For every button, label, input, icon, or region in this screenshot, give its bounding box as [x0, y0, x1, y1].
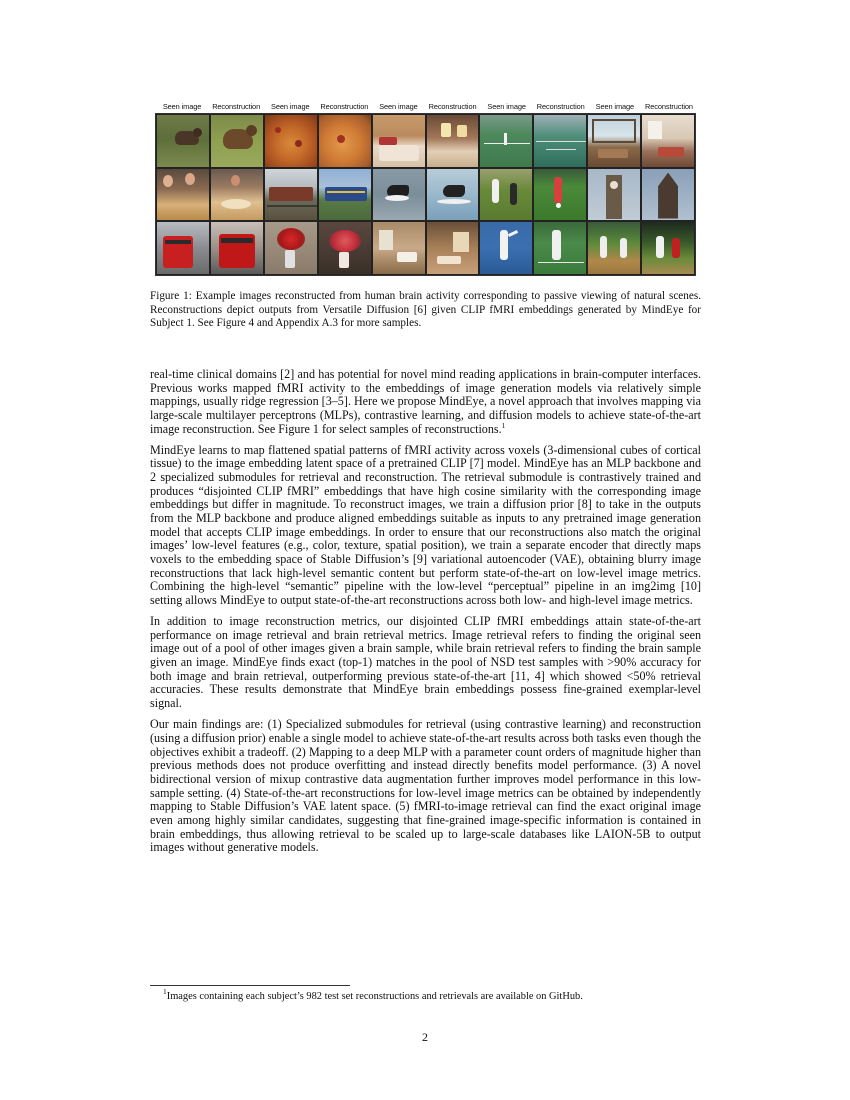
bird-reconstruction-image — [426, 168, 480, 222]
red-double-decker-bus-image — [156, 221, 210, 275]
column-header: Seen image — [595, 102, 635, 111]
baseball-players-image — [587, 221, 641, 275]
living-room-window-image — [587, 114, 641, 168]
train-reconstruction-image — [318, 168, 372, 222]
hotel-bed-image — [372, 114, 426, 168]
pizza-reconstruction-image — [318, 114, 372, 168]
footnote — [163, 987, 723, 1003]
column-header: Reconstruction — [536, 102, 585, 111]
bathroom-image — [372, 221, 426, 275]
bear-on-grass-image — [156, 114, 210, 168]
flowers-in-vase-image — [264, 221, 318, 275]
soccer-players-image — [479, 168, 533, 222]
pizza-image — [264, 114, 318, 168]
soccer-reconstruction-image — [533, 168, 587, 222]
red-bus-reconstruction-image — [210, 221, 264, 275]
column-header: Seen image — [379, 102, 418, 111]
footnote-number: 1 — [163, 987, 167, 996]
footnote-divider — [150, 985, 350, 986]
figure-1 — [155, 101, 696, 276]
flowers-reconstruction-image — [318, 221, 372, 275]
food-table-reconstruction-image — [210, 168, 264, 222]
footnote-text: Images containing each subject’s 982 test set reconstructions and retrievals are available on GitHub. — [166, 991, 583, 1002]
figure-column-headers — [155, 101, 696, 113]
body-text — [150, 368, 701, 862]
page-number: 2 — [422, 1030, 428, 1044]
column-header: Reconstruction — [428, 102, 477, 111]
column-header: Seen image — [271, 102, 310, 111]
bird-on-water-image — [372, 168, 426, 222]
baseball-reconstruction-image — [641, 221, 695, 275]
column-header: Seen image — [487, 102, 526, 111]
train-on-tracks-image — [264, 168, 318, 222]
bathroom-reconstruction-image — [426, 221, 480, 275]
column-header: Seen image — [162, 102, 202, 111]
footnote-marker[interactable]: 1 — [501, 420, 506, 430]
paragraph — [150, 368, 701, 436]
tennis-player-image — [479, 221, 533, 275]
figure-caption: Figure 1: Example images reconstructed from human brain activity corresponding to passive viewing of natural scenes. Reconstructions depict outputs from Versatile Diffusion [6] given CLIP fMRI embeddings generated by MindEye for Subject 1. See Figure 4 and Appendix A.3 for more samples. — [150, 290, 701, 330]
paragraph-text: real-time clinical domains [2] and has potential for novel mind reading applications in brain-computer interfaces. Previous works mapped fMRI activity to the embeddings of image generation models via relatively simple mappings, usually ridge regression [3–5]. Here we propose MindEye, a novel approach that involves mapping via large-scale multilayer perceptrons (MLPs), contrastive learning, and diffusion models to achieve state-of-the-art image reconstruction. See Figure 1 for select samples of reconstructions. — [150, 367, 701, 436]
tennis-player-reconstruction-image — [533, 221, 587, 275]
paragraph: Our main findings are: (1) Specialized submodules for retrieval (using contrastive learning) and reconstruction (using a diffusion prior) enable a single model to achieve state-of-the-art results across both tasks even though the objectives exhibit a tradeoff. (2) Mapping to a deep MLP with a parameter count orders of magnitude higher than previous methods does not produce overfitting and instead directly benefits model performance. (3) A novel bidirectional version of mixup contrastive data augmentation further improves model performance in this low-sample setting. (4) State-of-the-art reconstructions for low-level image metrics can be obtained by independently mapping to Stable Diffusion’s VAE latent space. (5) fMRI-to-image retrieval can find the exact original image even among highly similar candidates, suggesting that fine-grained image-specific information is contained in brain embeddings, thus allowing retrieval to be scaled up to large-scale databases like LAION-5B to output images without generative models. — [150, 717, 701, 855]
paragraph: MindEye learns to map flattened spatial patterns of fMRI activity across voxels (3-dimensional cubes of cortical tissue) to the image embedding latent space of a pretrained CLIP [7] model. MindEye has an MLP backbone and 2 specialized submodules for retrieval and reconstruction. The retrieval submodule is contrastively trained and produces “disjointed CLIP fMRI” embeddings that have high cosine similarity with the corresponding image embeddings but differ in magnitude. To reconstruct images, we train a diffusion prior [8] to take in the outputs from the MLP backbone and produce aligned embeddings suitable as inputs to any pretrained image generation model that accepts CLIP image embeddings. In order to ensure that our reconstructions also match the original images’ low-level features (e.g., color, texture, spatial position), we train a separate encoder that directly maps voxels to the embedding space of Stable Diffusion’s [9] variational autoencoder (VAE), obtaining blurry image reconstructions that lack high-level semantic content but perform state-of-the-art on low-level image metrics. Combining the high-level “semantic” pipeline with the low-level “perceptual” pipeline in an img2img [10] setting allows MindEye to output state-of-the-art reconstructions across both low- and high-level image metrics. — [150, 442, 701, 607]
bedroom-reconstruction-image — [426, 114, 480, 168]
image-grid — [155, 113, 696, 276]
people-eating-food-image — [156, 168, 210, 222]
column-header: Reconstruction — [212, 102, 261, 111]
tennis-court-reconstruction-image — [533, 114, 587, 168]
living-room-reconstruction-image — [641, 114, 695, 168]
clock-tower-image — [587, 168, 641, 222]
bear-reconstruction-image — [210, 114, 264, 168]
paragraph: In addition to image reconstruction metrics, our disjointed CLIP fMRI embeddings attain state-of-the-art performance on image retrieval and brain retrieval metrics. Image retrieval refers to finding the original seen image out of a pool of other images given a brain sample, while brain retrieval refers to finding the brain sample given an image. MindEye finds exact (top-1) matches in the pool of NSD test samples with >90% accuracy for both image and brain retrieval, outperforming previous state-of-the-art [11, 4] which showed <50% retrieval accuracies. These results demonstrate that MindEye brain embeddings possess fine-grained exemplar-level signal. — [150, 614, 701, 711]
tower-reconstruction-image — [641, 168, 695, 222]
column-header: Reconstruction — [320, 102, 369, 111]
column-header: Reconstruction — [644, 102, 693, 111]
tennis-court-image — [479, 114, 533, 168]
